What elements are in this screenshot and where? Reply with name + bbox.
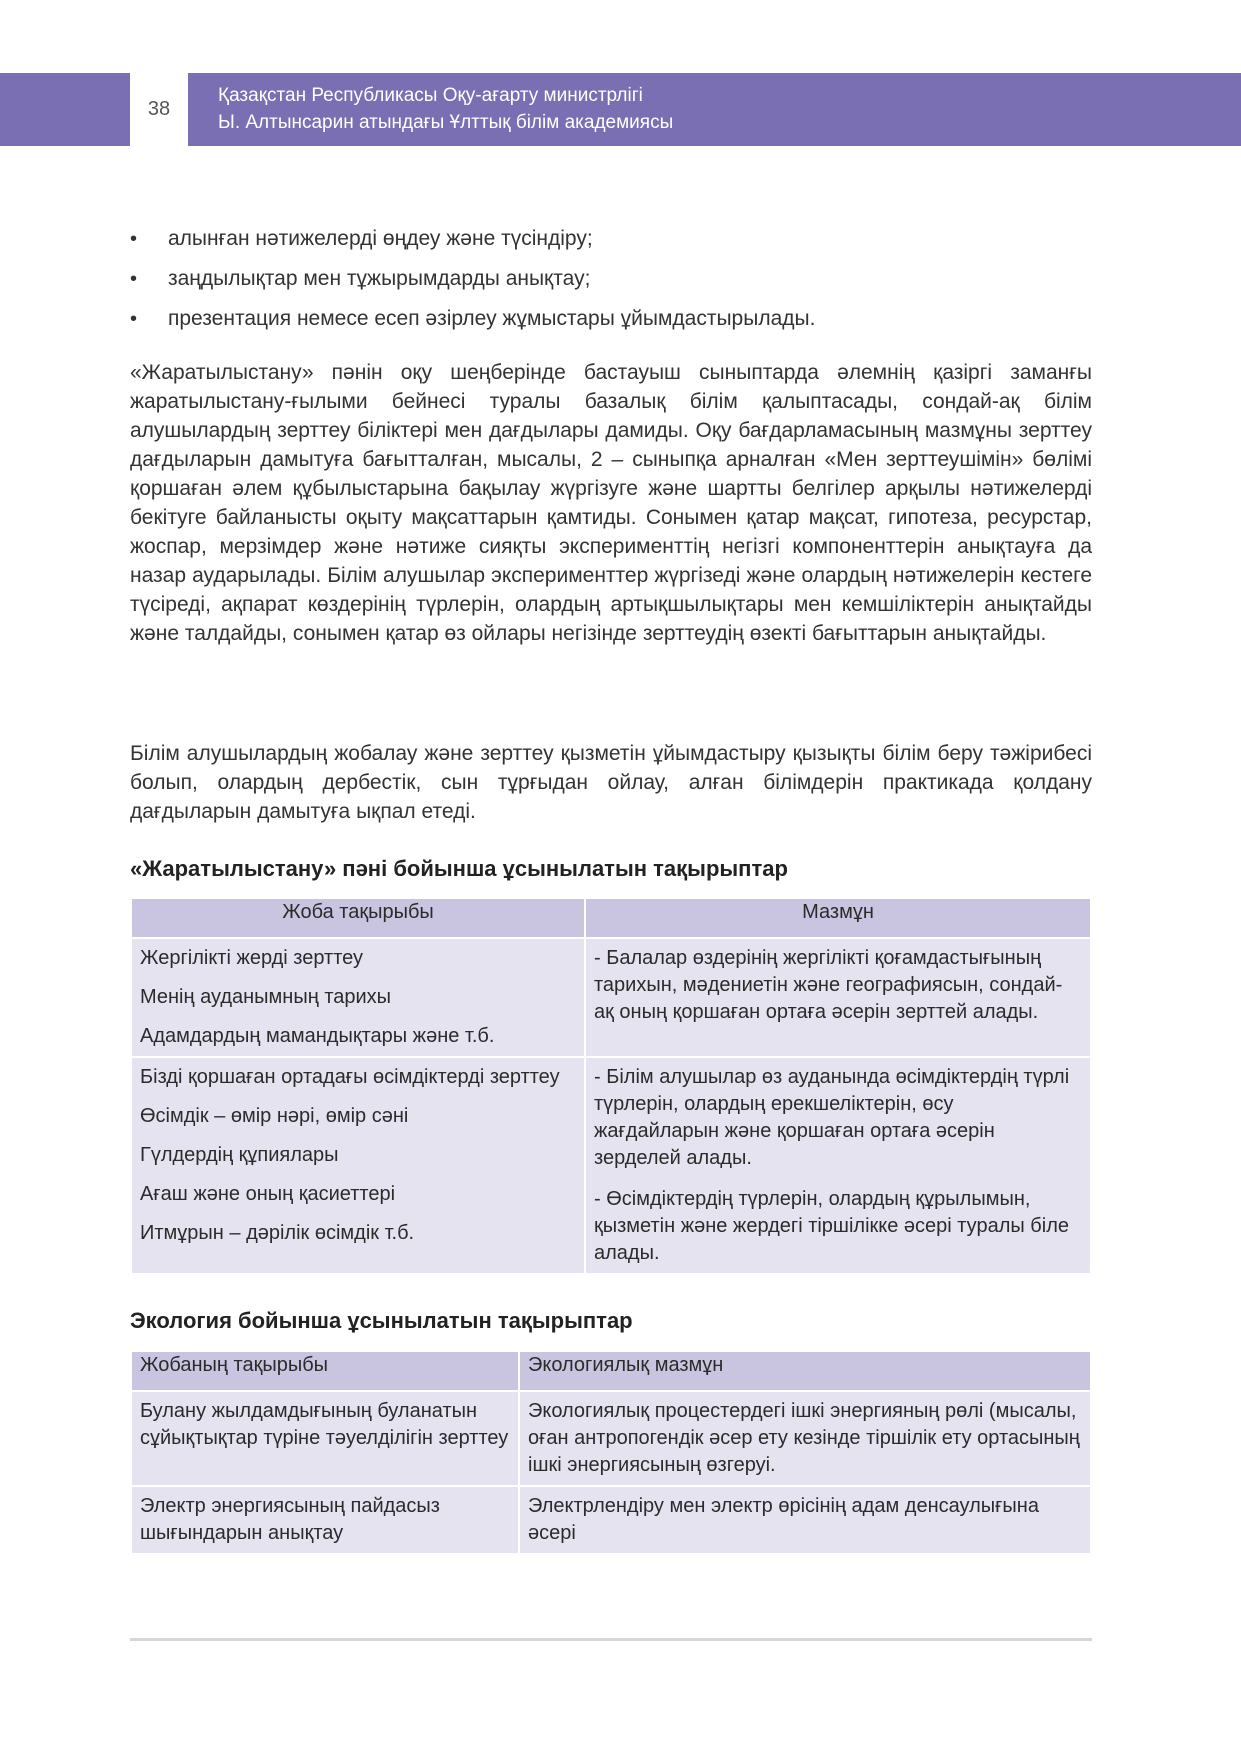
content-item: - Білім алушылар өз ауданында өсімдіктердің түрлі түрлерін, олардың ерекшеліктерін, өсу жағдайларын және қоршаған ортаға әсерін зерделей алады. (594, 1066, 1070, 1169)
body-paragraph: Білім алушылардың жобалау және зерттеу қызметін ұйымдастыру қызықты білім беру тәжірибесі болып, олардың дербестік, сын тұрғыдан ойлау, алған білімдерін практикада қолдану дағдыларын дамытуға ықпал етеді. (130, 742, 1092, 823)
topics-cell (131, 1057, 585, 1274)
table-header-row (131, 898, 1091, 938)
content-item: - Балалар өздерінің жергілікті қоғамдастығының тарихын, мәдениетін және географиясын, сондай-ақ оның қоршаған ортаға әсерін зерттей алады. (594, 947, 1063, 1023)
science-topics-table (130, 897, 1092, 1275)
topic-item: Адамдардың мамандықтары және т.б. (140, 1025, 495, 1047)
topic-item: Бізді қоршаған ортадағы өсімдіктерді зерттеу (140, 1066, 560, 1088)
table2-title: Экология бойынша ұсынылатын тақырыптар (130, 1308, 633, 1333)
topic-item: Өсімдік – өмір нәрі, өмір сәні (140, 1105, 409, 1127)
bullet-list (130, 219, 1092, 339)
topic-cell: Булану жылдамдығының буланатын сұйықтықтар түріне тәуелділігін зерттеу (131, 1391, 519, 1486)
header-accent-bar (0, 73, 130, 146)
list-item: • презентация немесе есеп әзірлеу жұмыстары ұйымдастырылады. (130, 299, 1092, 339)
header-line-ministry: Қазақстан Республикасы Оқу-ағарту министрлігі (218, 85, 643, 106)
table-header-row (131, 1351, 1091, 1391)
column-header: Мазмұн (585, 898, 1091, 938)
content-item: - Өсімдіктердің түрлерін, олардың құрылымын, қызметін және жердегі тіршілікке әсері туралы біле алады. (594, 1188, 1069, 1264)
table-row (131, 938, 1091, 1057)
topic-item: Менің ауданымның тарихы (140, 986, 392, 1008)
topics-cell (131, 938, 585, 1057)
topic-item: Ағаш және оның қасиеттері (140, 1183, 396, 1205)
running-header (188, 73, 1241, 146)
topic-cell: Электр энергиясының пайдасыз шығындарын анықтау (131, 1486, 519, 1554)
topic-item: Жергілікті жерді зерттеу (140, 947, 364, 969)
topic-item: Гүлдердің құпиялары (140, 1144, 339, 1166)
content-cell (585, 1057, 1091, 1274)
ecology-topics-table (130, 1350, 1092, 1555)
column-header: Жобаның тақырыбы (131, 1351, 519, 1391)
table1-title: «Жаратылыстану» пәні бойынша ұсынылатын тақырыптар (130, 856, 788, 881)
content-cell: Электрлендіру мен электр өрісінің адам денсаулығына әсері (519, 1486, 1091, 1554)
list-item: • заңдылықтар мен тұжырымдарды анықтау; (130, 259, 1092, 299)
list-item: • алынған нәтижелерді өңдеу және түсіндіру; (130, 219, 1092, 259)
content-cell (585, 938, 1091, 1057)
table-row (131, 1486, 1091, 1554)
table-row (131, 1057, 1091, 1274)
column-header: Экологиялық мазмұн (519, 1351, 1091, 1391)
content-cell: Экологиялық процестердегі ішкі энергияның рөлі (мысалы, оған антропогендік әсер ету кезінде тіршілік ету ортасының ішкі энергиясының өзгеруі. (519, 1391, 1091, 1486)
page-number: 38 (130, 73, 188, 146)
table-row (131, 1391, 1091, 1486)
topic-item: Итмұрын – дәрілік өсімдік т.б. (140, 1222, 415, 1244)
body-paragraph: «Жаратылыстану» пәнін оқу шеңберінде бастауыш сыныптарда әлемнің қазіргі заманғы жаратылыстану-ғылыми бейнесі туралы базалық білім қалыптасады, сондай-ақ білім алушылардың зерттеу біліктері мен дағдылары дамиды. Оқу бағдарламасының мазмұны зерттеу дағдыларын дамытуға бағытталған, мысалы, 2 – сыныпқа арналған «Мен зерттеушімін» бөлімі қоршаған әлем құбылыстарына бақылау жүргізуге және шартты белгілер арқылы нәтижелерді бекітуге байланысты оқыту мақсаттарын қамтиды. Сонымен қатар мақсат, гипотеза, ресурстар, жоспар, мерзімдер және нәтиже сияқты эксперименттің негізгі компоненттерін анықтауға да назар аударылады. Білім алушылар эксперименттер жүргізеді және олардың нәтижелерін кестеге түсіреді, ақпарат көздерінің түрлерін, олардың артықшылықтары мен кемшіліктерін анықтайды және талдайды, сонымен қатар өз ойлары негізінде зерттеудің өзекті бағыттарын анықтайды. (130, 361, 1092, 645)
column-header: Жоба тақырыбы (131, 898, 585, 938)
footer-divider (130, 1638, 1092, 1641)
header-line-academy: Ы. Алтынсарин атындағы Ұлттық білім академиясы (218, 112, 674, 133)
